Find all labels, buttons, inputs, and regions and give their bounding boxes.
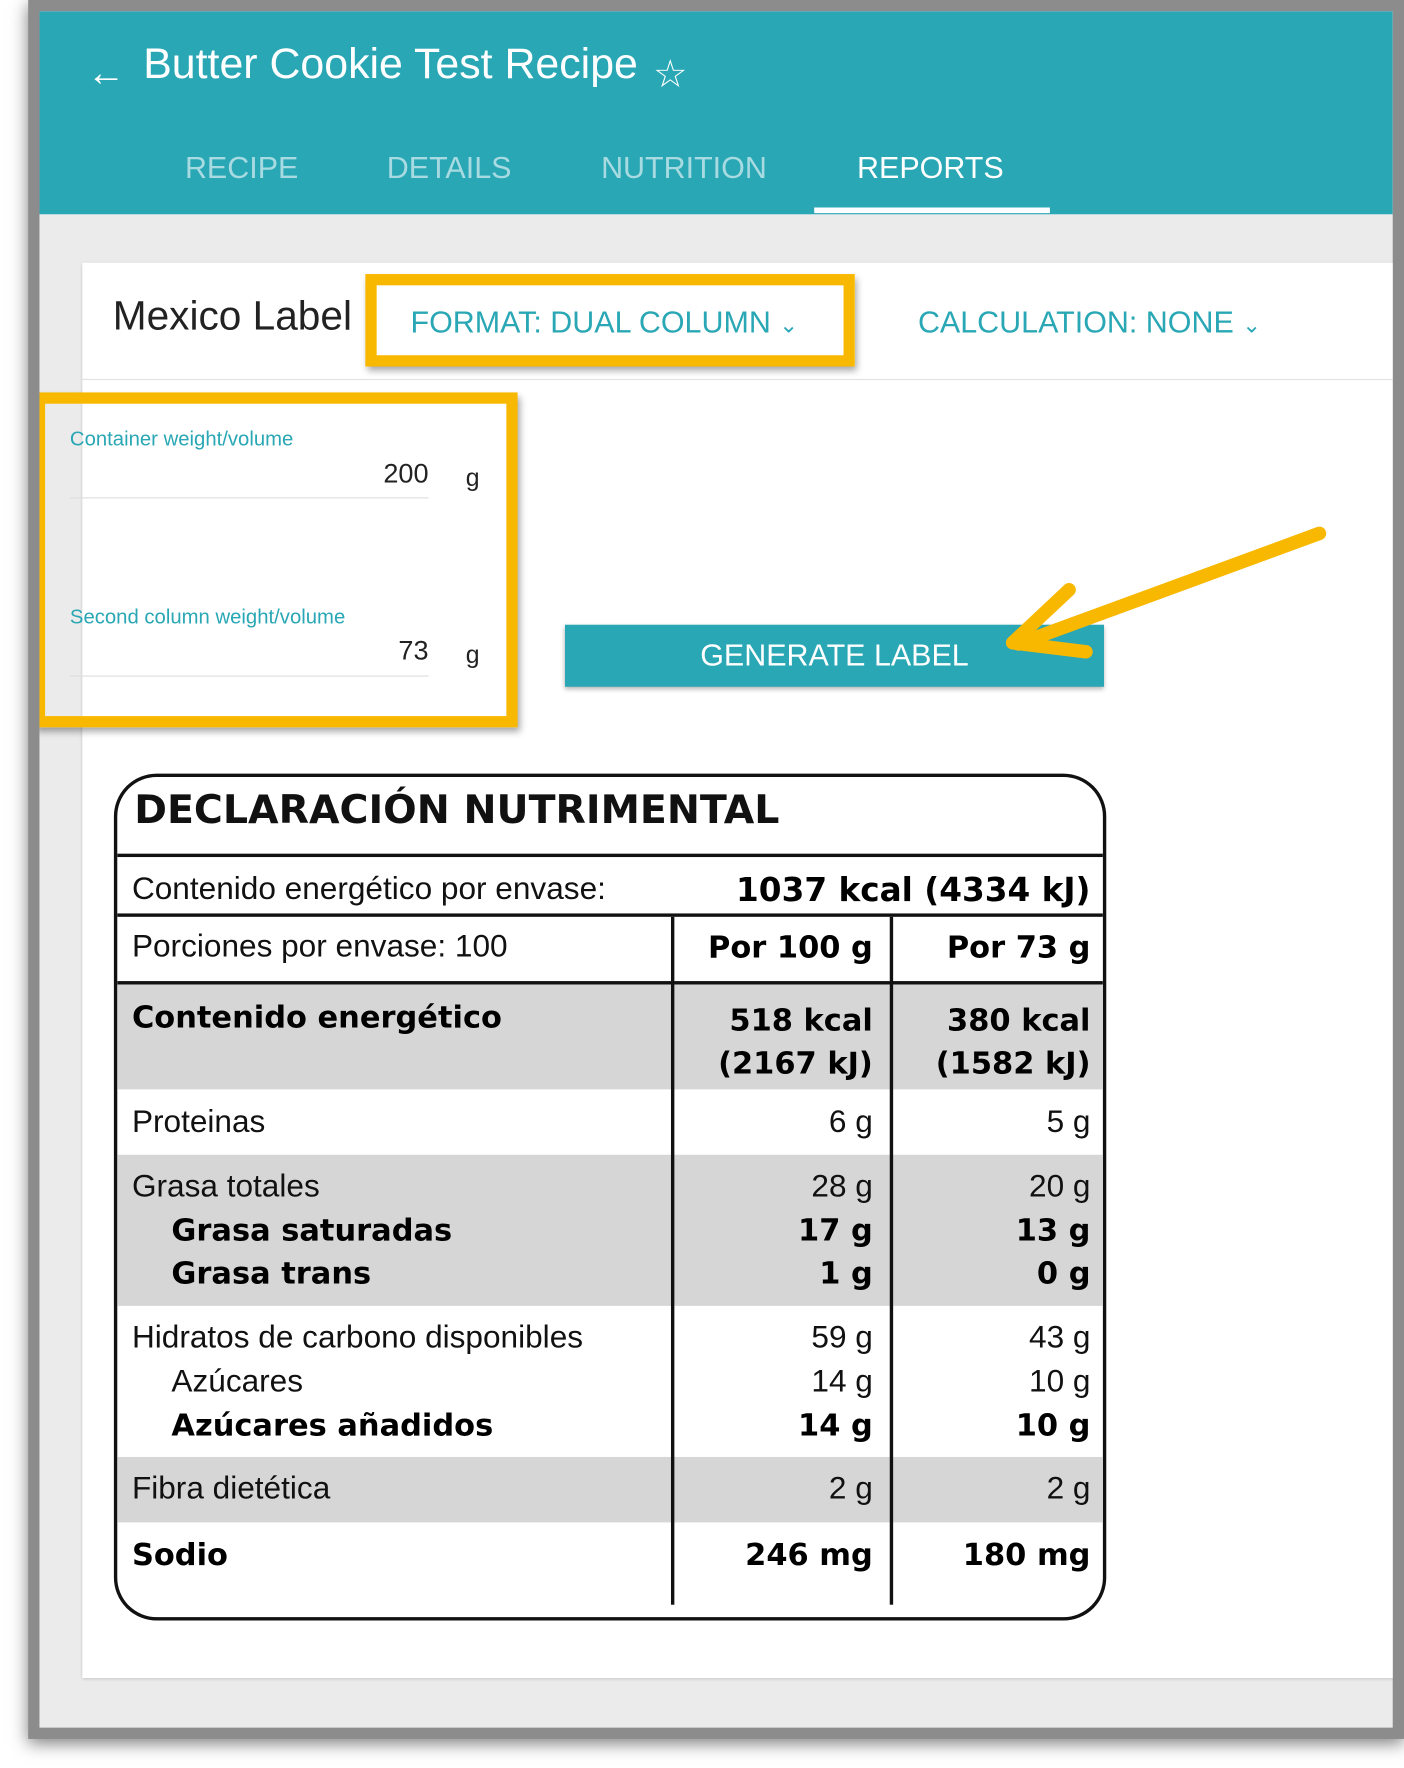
fat-label: Grasa totales [131,1168,320,1204]
energy-per-pack-value: 1037 kcal (4334 kJ) [736,870,1091,909]
energy-row [117,981,1103,1089]
sugars-c1: 14 g [811,1363,873,1399]
second-weight-unit: g [465,640,480,669]
sodium-label: Sodio [131,1538,228,1574]
chevron-down-icon: ⌄ [1242,313,1262,339]
servings: Porciones por envase: 100 [131,928,508,964]
star-icon[interactable]: ☆ [652,53,688,96]
tab-reports[interactable]: REPORTS [857,151,1004,185]
label-title: DECLARACIÓN NUTRIMENTAL [134,788,780,834]
container-weight-label: Container weight/volume [69,427,294,450]
column-divider [671,917,674,1605]
annotation-arrow-icon [962,516,1334,663]
fat-c2: 20 g [1029,1168,1091,1204]
input-underline [70,497,429,498]
chevron-down-icon: ⌄ [779,313,799,339]
carbs-c2: 43 g [1029,1319,1091,1355]
format-dropdown[interactable] [410,306,798,341]
column-header-2: Por 73 g [946,930,1091,966]
fiber-c2: 2 g [1046,1470,1091,1506]
calculation-dropdown[interactable] [918,306,1261,341]
carbs-row [117,1306,1103,1457]
app-header [39,11,1392,214]
added-sugars-c2: 10 g [1015,1408,1091,1444]
column-divider [890,917,893,1605]
recipe-title: Butter Cookie Test Recipe [143,40,638,88]
fiber-row [117,1457,1103,1522]
back-arrow-icon[interactable]: ← [86,51,126,95]
protein-row [117,1089,1103,1154]
card-title: Mexico Label [112,292,352,339]
active-tab-indicator [814,207,1050,213]
carbs-label: Hidratos de carbono disponibles [131,1319,584,1355]
nutrition-label [114,774,1106,1621]
protein-c2: 5 g [1046,1104,1091,1139]
protein-c1: 6 g [828,1104,873,1139]
sat-fat-c1: 17 g [798,1213,873,1249]
second-weight-input[interactable]: 73 [398,636,429,667]
energy-c1-kcal: 518 kcal [729,1003,873,1039]
sat-fat-c2: 13 g [1015,1213,1091,1249]
energy-per-pack-label: Contenido energético por envase: [131,870,606,906]
second-weight-label: Second column weight/volume [69,605,346,629]
trans-fat-c1: 1 g [819,1256,873,1292]
tab-recipe[interactable]: RECIPE [184,151,299,185]
sodium-row [117,1522,1103,1612]
sugars-c2: 10 g [1029,1363,1091,1399]
sodium-c1: 246 mg [745,1538,873,1574]
energy-label: Contenido energético [131,1000,502,1036]
fat-c1: 28 g [811,1168,873,1204]
energy-c2-kcal: 380 kcal [947,1003,1091,1039]
divider [82,379,1392,380]
sugars-label: Azúcares [171,1363,304,1399]
input-underline [70,675,429,676]
fiber-c1: 2 g [828,1470,873,1506]
carbs-c1: 59 g [811,1319,873,1355]
sodium-c2: 180 mg [962,1538,1091,1574]
trans-fat-c2: 0 g [1036,1256,1091,1292]
container-weight-unit: g [465,463,480,492]
trans-fat-label: Grasa trans [171,1256,372,1292]
added-sugars-c1: 14 g [798,1408,873,1444]
tab-nutrition[interactable]: NUTRITION [601,151,767,185]
added-sugars-label: Azúcares añadidos [171,1408,494,1444]
energy-c1 [718,1000,873,1086]
generate-label-button[interactable]: GENERATE LABEL [565,625,1104,687]
report-card [69,263,1392,1678]
tab-details[interactable]: DETAILS [386,151,512,185]
format-label: FORMAT: DUAL COLUMN [410,305,771,340]
column-header-1: Por 100 g [708,930,873,966]
protein-label: Proteinas [131,1104,266,1139]
energy-c2 [936,1000,1091,1086]
sat-fat-label: Grasa saturadas [171,1213,453,1249]
fiber-label: Fibra dietética [131,1470,331,1506]
container-weight-input[interactable]: 200 [383,458,429,490]
energy-c1-kj: (2167 kJ) [718,1046,873,1082]
app-page [39,11,1392,1727]
energy-c2-kj: (1582 kJ) [935,1046,1091,1082]
fat-row [117,1155,1103,1306]
calculation-label: CALCULATION: NONE [917,305,1234,340]
